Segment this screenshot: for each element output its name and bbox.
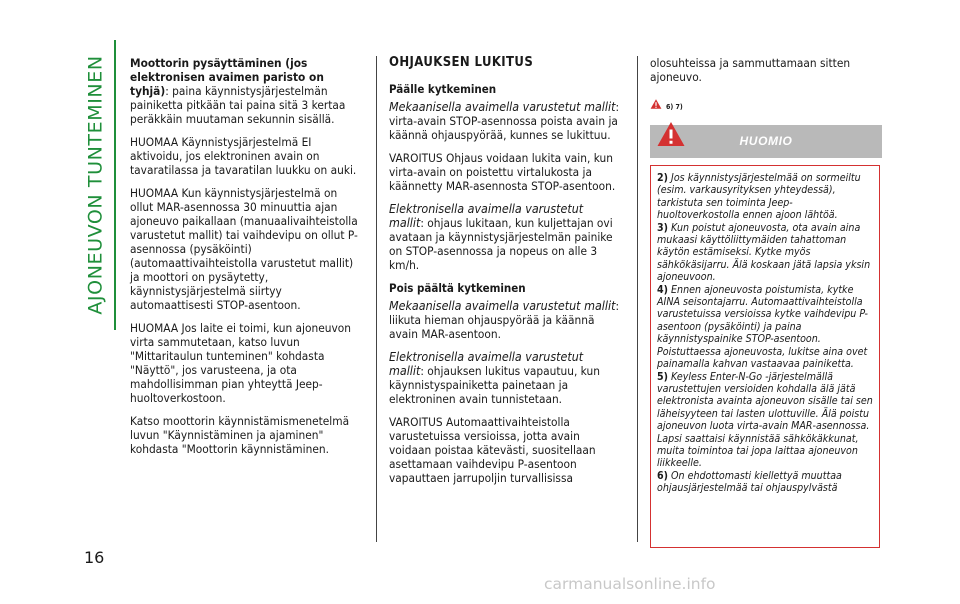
chapter-title-text: AJONEUVON TUNTEMINEN (85, 55, 108, 315)
column-divider-1 (376, 56, 377, 542)
side-chapter-title (78, 40, 114, 330)
note-number: 3) (657, 221, 668, 234)
note-device-failure: HUOMAA Jos laite ei toimi, kun ajoneuvon virta sammutetaan, katso luvun "Mittaritaulun tunteminen" kohdasta "Näyttö", jos varusteena, ja ota mahdollisimman pian yhteyttä Jeep-huoltoverkostoon. (130, 321, 351, 405)
note-item (657, 222, 873, 284)
warning-reference (650, 98, 882, 114)
lead-mech-key-2: Mekaanisella avaimella varustetut mallit (389, 298, 616, 313)
note-text: Keyless Enter-N-Go -järjestelmällä varustettujen versioiden kohdalla älä jätä elektronista avainta ajoneuvon sisälle tai sen läheisyyteen tai lasten ulottuville. Älä poistu ajoneuvon luota virta-avain MAR-asennossa. Lapsi saattaisi käynnistää sähkökäkkunat, muita toimintoa tai jopa laittaa ajoneuvon liikkeelle. (657, 370, 873, 470)
huomio-header (650, 125, 882, 158)
chapter-divider (114, 40, 116, 330)
paragraph-engine-stop (130, 56, 360, 126)
subheading-engage: Päälle kytkeminen (389, 82, 497, 96)
note-text: Kun poistut ajoneuvosta, ota avain aina mukaasi käyttöliittymäiden tahattoman käytön estämiseksi. Kytke myös sähkökäsijarru. Älä koskaan jätä lapsia yksin ajoneuvoon. (657, 221, 871, 284)
lead-elec-key-2: Elektronisella avaimella varustetut mallit (389, 349, 584, 378)
lead-elec-key: Elektronisella avaimella varustetut mallit (389, 201, 584, 230)
column-1 (130, 56, 360, 465)
column-3 (650, 56, 882, 114)
column-divider-2 (637, 56, 638, 542)
elec-engage-text: : ohjaus lukitaan, kun kuljettajan ovi avataan ja käynnistysjärjestelmän painike on STOP-asennossa ja nopeus on alle 3 km/h. (389, 216, 613, 272)
lead-mech-key: Mekaanisella avaimella varustetut mallit (389, 99, 616, 114)
note-number: 6) (657, 469, 668, 482)
note-text: Jos käynnistysjärjestelmää on sormeiltu (esim. varkausyrityksen yhteydessä), tarkistuta sen toiminta Jeep-huoltoverkostolla ennen ajoon lähtöä. (657, 172, 861, 222)
note-number: 5) (657, 370, 668, 383)
mech-disengage-text: : liikuta hieman ohjauspyörää ja käännä avain MAR-asentoon. (389, 299, 620, 341)
column-2 (389, 56, 621, 494)
note-number: 2) (657, 172, 668, 184)
paragraph-mech-disengage (389, 299, 621, 341)
warning-refs: 6) 7) (666, 103, 683, 111)
paragraph-elec-engage (389, 202, 621, 272)
note-text: Ennen ajoneuvosta poistumista, kytke AINA seisontajarru. Automaattivaihteistolla varustetuissa versioissa kytke vaihdevipu P-asentoon (pysäköinti) ja paina käynnistyspainike STOP-asentoon. Poistuttaessa ajoneuvosta, lukitse aina ovet painamalla kahvan vastaavaa painiketta. (657, 283, 868, 371)
note-item (657, 284, 873, 371)
note-number: 4) (657, 283, 668, 296)
warning-automatic: VAROITUS Automaattivaihteistolla varustetuissa versioissa, jotta avain voidaan poistaa kätevästi, suositellaan asettamaan vaihdevipu P-asentoon vapauttaen jarrupoljin turvallisissa (389, 415, 596, 485)
note-item (657, 172, 873, 222)
engine-stop-heading: Moottorin pysäyttäminen (jos elektronisen avaimen paristo on tyhjä) (130, 56, 324, 98)
section-heading: OHJAUKSEN LUKITUS (389, 55, 534, 70)
paragraph-elec-disengage (389, 350, 621, 406)
watermark: carmanualsonline.info (544, 575, 716, 593)
huomio-box (650, 165, 880, 548)
mech-engage-text: : virta-avain STOP-asennossa poista avain ja käännä ohjauspyörää, kunnes se lukittuu. (389, 100, 620, 142)
engine-stop-text: : paina käynnistysjärjestelmän painiketta pitkään tai paina sitä 3 kertaa peräkkäin muutaman sekunnin sisällä. (130, 84, 346, 126)
note-item (657, 371, 873, 470)
page-number: 16 (84, 548, 105, 567)
note-trunk: HUOMAA Käynnistysjärjestelmä EI aktivoidu, jos elektroninen avain on tavaratilassa ja tavaratilan luukku on auki. (130, 135, 357, 177)
huomio-label: HUOMIO (739, 134, 793, 148)
subheading-disengage: Pois päältä kytkeminen (389, 281, 526, 295)
note-auto-stop: HUOMAA Kun käynnistysjärjestelmä on ollut MAR-asennossa 30 minuuttia ajan ajoneuvo paikallaan (manuaalivaihteistolla varustetut mallit) tai vaihdevipu on ollut P-asennossa (pysäköinti) (automaattivaihteistolla varustetut mallit) ja moottori on pysäytetty, käynnistysjärjestelmä siirtyy automaattisesti STOP-asentoon. (130, 186, 358, 312)
note-item (657, 470, 873, 495)
continued-text: olosuhteissa ja sammuttamaan sitten ajoneuvo. (650, 56, 851, 84)
warning-lock: VAROITUS Ohjaus voidaan lukita vain, kun virta-avain on poistettu virtalukosta ja käännetty MAR-asennosta STOP-asentoon. (389, 151, 616, 193)
reference-start-procedure: Katso moottorin käynnistämismenetelmä luvun "Käynnistäminen ja ajaminen" kohdasta "Moottorin käynnistäminen. (130, 414, 350, 456)
elec-disengage-text: : ohjauksen lukitus vapautuu, kun käynnistyspainiketta painetaan ja elektroninen avain tunnistetaan. (389, 364, 600, 406)
paragraph-mech-engage (389, 100, 621, 142)
warning-triangle-icon (650, 98, 662, 110)
note-text: On ehdottomasti kiellettyä muuttaa ohjausjärjestelmää tai ohjauspylvästä (657, 469, 842, 495)
